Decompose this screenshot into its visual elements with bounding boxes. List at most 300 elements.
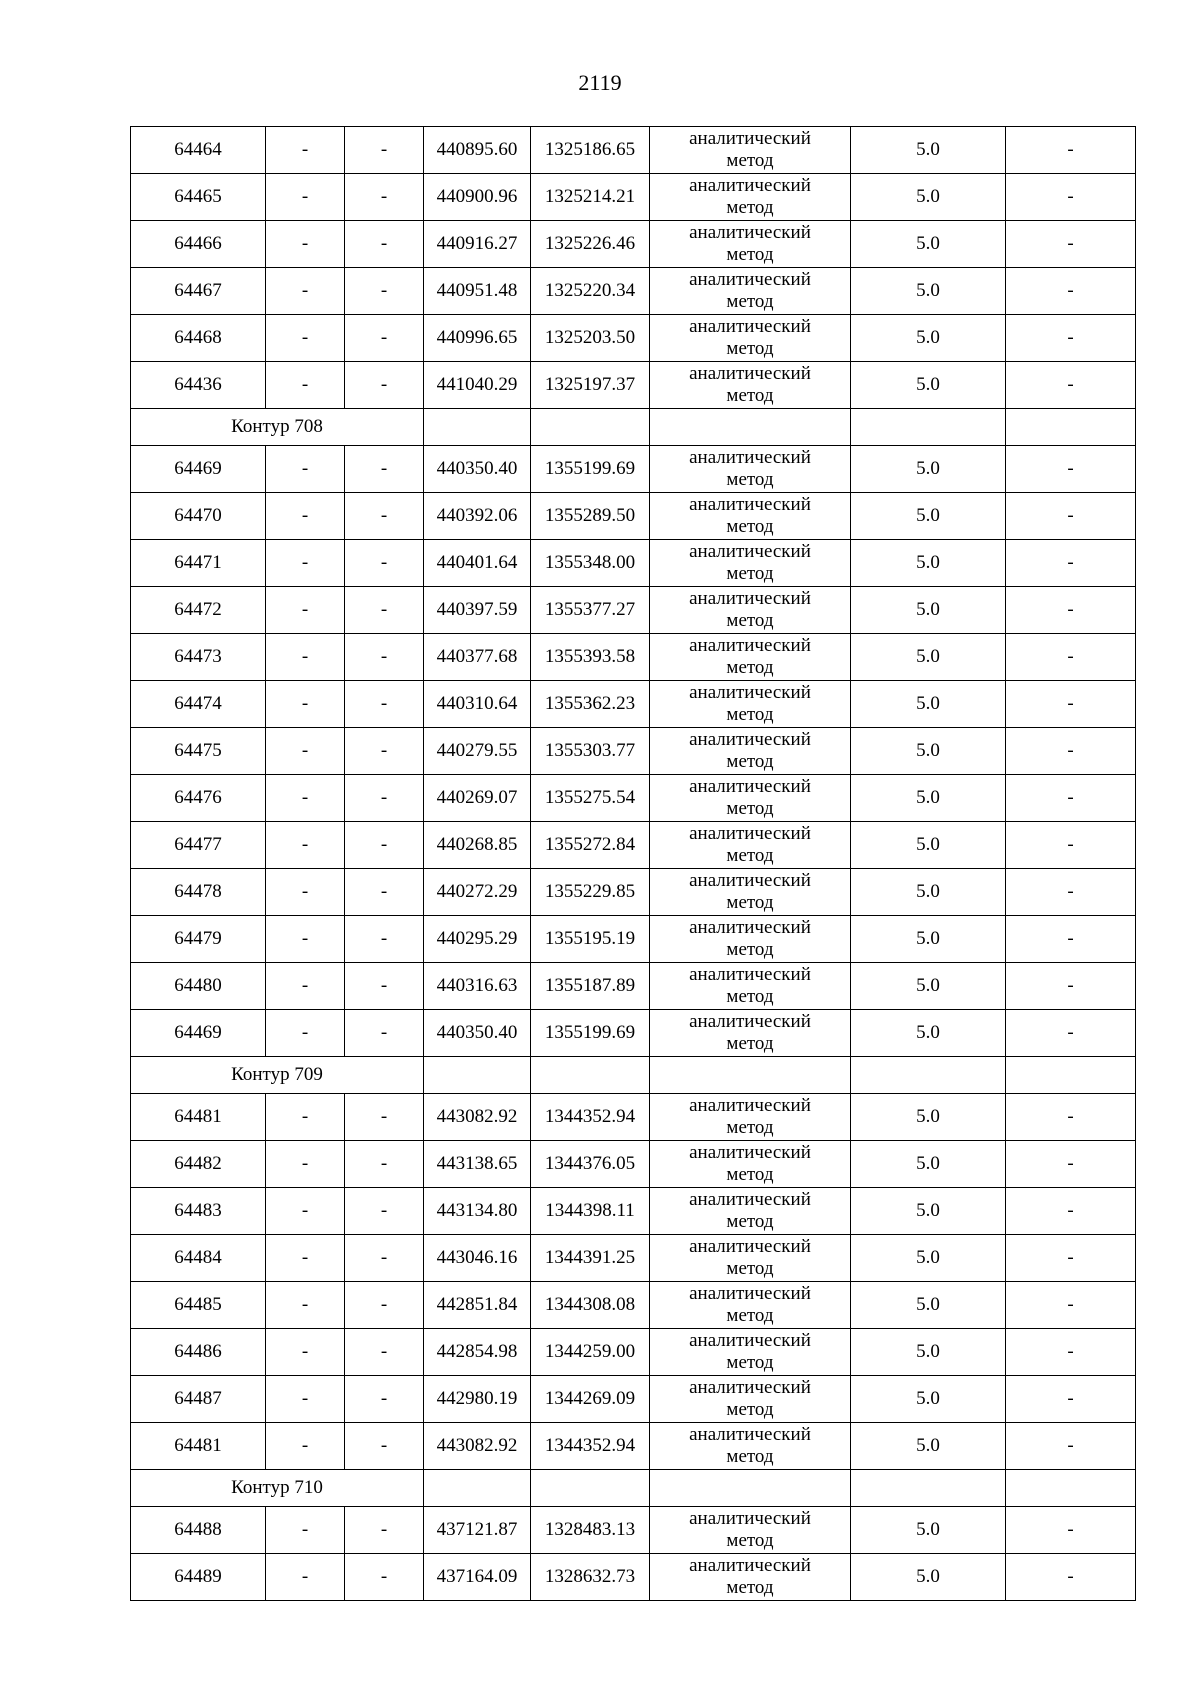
accuracy-cell: 5.0 bbox=[851, 127, 1006, 174]
empty-cell bbox=[851, 409, 1006, 446]
y-coordinate-cell: 1328632.73 bbox=[531, 1554, 650, 1601]
x-coordinate-cell: 443082.92 bbox=[424, 1423, 531, 1470]
method-line-1: аналитический bbox=[689, 1508, 811, 1529]
method-cell bbox=[650, 1507, 851, 1554]
x-coordinate-cell: 443138.65 bbox=[424, 1141, 531, 1188]
method-line-2: метод bbox=[726, 751, 774, 772]
empty-cell bbox=[650, 1057, 851, 1094]
accuracy-cell: 5.0 bbox=[851, 1329, 1006, 1376]
method-line-1: аналитический bbox=[689, 1142, 811, 1163]
y-coordinate-cell: 1325220.34 bbox=[531, 268, 650, 315]
accuracy-cell: 5.0 bbox=[851, 362, 1006, 409]
dash-cell: - bbox=[345, 540, 424, 587]
dash-cell: - bbox=[1006, 1094, 1136, 1141]
method-line-1: аналитический bbox=[689, 823, 811, 844]
dash-cell: - bbox=[266, 362, 345, 409]
contour-header-row bbox=[131, 409, 1136, 446]
dash-cell: - bbox=[266, 1094, 345, 1141]
table-row bbox=[131, 1507, 1136, 1554]
method-line-1: аналитический bbox=[689, 1424, 811, 1445]
dash-cell: - bbox=[345, 916, 424, 963]
dash-cell: - bbox=[266, 1235, 345, 1282]
method-cell bbox=[650, 493, 851, 540]
y-coordinate-cell: 1344259.00 bbox=[531, 1329, 650, 1376]
dash-cell: - bbox=[266, 1188, 345, 1235]
dash-cell: - bbox=[266, 446, 345, 493]
empty-cell bbox=[851, 1057, 1006, 1094]
accuracy-cell: 5.0 bbox=[851, 174, 1006, 221]
point-number-cell: 64486 bbox=[131, 1329, 266, 1376]
table-row bbox=[131, 493, 1136, 540]
dash-cell: - bbox=[345, 174, 424, 221]
dash-cell: - bbox=[345, 493, 424, 540]
dash-cell: - bbox=[345, 681, 424, 728]
dash-cell: - bbox=[266, 174, 345, 221]
method-cell bbox=[650, 221, 851, 268]
dash-cell: - bbox=[1006, 1235, 1136, 1282]
method-line-1: аналитический bbox=[689, 447, 811, 468]
table-row bbox=[131, 728, 1136, 775]
point-number-cell: 64477 bbox=[131, 822, 266, 869]
point-number-cell: 64466 bbox=[131, 221, 266, 268]
y-coordinate-cell: 1325203.50 bbox=[531, 315, 650, 362]
point-number-cell: 64480 bbox=[131, 963, 266, 1010]
method-line-1: аналитический bbox=[689, 269, 811, 290]
method-cell bbox=[650, 1376, 851, 1423]
method-line-2: метод bbox=[726, 1117, 774, 1138]
dash-cell: - bbox=[1006, 268, 1136, 315]
dash-cell: - bbox=[1006, 315, 1136, 362]
dash-cell: - bbox=[266, 1423, 345, 1470]
dash-cell: - bbox=[345, 1554, 424, 1601]
point-number-cell: 64471 bbox=[131, 540, 266, 587]
method-cell bbox=[650, 174, 851, 221]
x-coordinate-cell: 442854.98 bbox=[424, 1329, 531, 1376]
table-row bbox=[131, 540, 1136, 587]
dash-cell: - bbox=[266, 1010, 345, 1057]
method-line-2: метод bbox=[726, 1530, 774, 1551]
dash-cell: - bbox=[1006, 1507, 1136, 1554]
y-coordinate-cell: 1355303.77 bbox=[531, 728, 650, 775]
dash-cell: - bbox=[1006, 1376, 1136, 1423]
accuracy-cell: 5.0 bbox=[851, 1235, 1006, 1282]
dash-cell: - bbox=[1006, 1141, 1136, 1188]
method-cell bbox=[650, 1010, 851, 1057]
page-number: 2119 bbox=[578, 70, 622, 95]
x-coordinate-cell: 443046.16 bbox=[424, 1235, 531, 1282]
accuracy-cell: 5.0 bbox=[851, 1094, 1006, 1141]
dash-cell: - bbox=[345, 822, 424, 869]
dash-cell: - bbox=[345, 1141, 424, 1188]
empty-cell bbox=[650, 1470, 851, 1507]
method-cell bbox=[650, 916, 851, 963]
dash-cell: - bbox=[1006, 869, 1136, 916]
method-line-2: метод bbox=[726, 1577, 774, 1598]
table-row bbox=[131, 822, 1136, 869]
dash-cell: - bbox=[266, 916, 345, 963]
method-cell bbox=[650, 446, 851, 493]
dash-cell: - bbox=[345, 1188, 424, 1235]
method-line-1: аналитический bbox=[689, 1236, 811, 1257]
method-line-1: аналитический bbox=[689, 222, 811, 243]
method-line-2: метод bbox=[726, 1033, 774, 1054]
dash-cell: - bbox=[345, 1376, 424, 1423]
dash-cell: - bbox=[266, 634, 345, 681]
method-line-2: метод bbox=[726, 1446, 774, 1467]
dash-cell: - bbox=[266, 681, 345, 728]
dash-cell: - bbox=[266, 315, 345, 362]
dash-cell: - bbox=[266, 963, 345, 1010]
y-coordinate-cell: 1355377.27 bbox=[531, 587, 650, 634]
y-coordinate-cell: 1355289.50 bbox=[531, 493, 650, 540]
accuracy-cell: 5.0 bbox=[851, 315, 1006, 362]
contour-label: Контур 710 bbox=[131, 1470, 424, 1507]
method-line-2: метод bbox=[726, 610, 774, 631]
method-line-1: аналитический bbox=[689, 363, 811, 384]
dash-cell: - bbox=[345, 728, 424, 775]
point-number-cell: 64481 bbox=[131, 1423, 266, 1470]
method-cell bbox=[650, 1094, 851, 1141]
table-row bbox=[131, 315, 1136, 362]
dash-cell: - bbox=[1006, 587, 1136, 634]
dash-cell: - bbox=[345, 587, 424, 634]
dash-cell: - bbox=[1006, 221, 1136, 268]
x-coordinate-cell: 440951.48 bbox=[424, 268, 531, 315]
point-number-cell: 64483 bbox=[131, 1188, 266, 1235]
accuracy-cell: 5.0 bbox=[851, 221, 1006, 268]
dash-cell: - bbox=[266, 268, 345, 315]
y-coordinate-cell: 1344398.11 bbox=[531, 1188, 650, 1235]
table-row bbox=[131, 916, 1136, 963]
empty-cell bbox=[531, 409, 650, 446]
point-number-cell: 64485 bbox=[131, 1282, 266, 1329]
method-line-1: аналитический bbox=[689, 964, 811, 985]
table-row bbox=[131, 1188, 1136, 1235]
x-coordinate-cell: 440310.64 bbox=[424, 681, 531, 728]
method-line-2: метод bbox=[726, 338, 774, 359]
x-coordinate-cell: 440895.60 bbox=[424, 127, 531, 174]
point-number-cell: 64476 bbox=[131, 775, 266, 822]
point-number-cell: 64469 bbox=[131, 1010, 266, 1057]
y-coordinate-cell: 1325226.46 bbox=[531, 221, 650, 268]
method-line-1: аналитический bbox=[689, 682, 811, 703]
method-line-1: аналитический bbox=[689, 316, 811, 337]
dash-cell: - bbox=[345, 315, 424, 362]
dash-cell: - bbox=[345, 634, 424, 681]
method-line-1: аналитический bbox=[689, 1283, 811, 1304]
accuracy-cell: 5.0 bbox=[851, 728, 1006, 775]
table-row bbox=[131, 1554, 1136, 1601]
x-coordinate-cell: 440279.55 bbox=[424, 728, 531, 775]
y-coordinate-cell: 1355272.84 bbox=[531, 822, 650, 869]
x-coordinate-cell: 440916.27 bbox=[424, 221, 531, 268]
method-line-1: аналитический bbox=[689, 1555, 811, 1576]
x-coordinate-cell: 443082.92 bbox=[424, 1094, 531, 1141]
dash-cell: - bbox=[1006, 963, 1136, 1010]
method-line-2: метод bbox=[726, 657, 774, 678]
point-number-cell: 64488 bbox=[131, 1507, 266, 1554]
method-line-2: метод bbox=[726, 892, 774, 913]
y-coordinate-cell: 1355393.58 bbox=[531, 634, 650, 681]
x-coordinate-cell: 441040.29 bbox=[424, 362, 531, 409]
x-coordinate-cell: 440996.65 bbox=[424, 315, 531, 362]
point-number-cell: 64489 bbox=[131, 1554, 266, 1601]
dash-cell: - bbox=[266, 221, 345, 268]
y-coordinate-cell: 1355199.69 bbox=[531, 1010, 650, 1057]
y-coordinate-cell: 1355195.19 bbox=[531, 916, 650, 963]
dash-cell: - bbox=[345, 127, 424, 174]
method-cell bbox=[650, 587, 851, 634]
method-line-2: метод bbox=[726, 1211, 774, 1232]
empty-cell bbox=[1006, 1470, 1136, 1507]
dash-cell: - bbox=[1006, 916, 1136, 963]
method-line-2: метод bbox=[726, 704, 774, 725]
method-cell bbox=[650, 1329, 851, 1376]
empty-cell bbox=[424, 409, 531, 446]
table-row bbox=[131, 1376, 1136, 1423]
table-row bbox=[131, 1094, 1136, 1141]
method-line-2: метод bbox=[726, 939, 774, 960]
contour-header-row bbox=[131, 1057, 1136, 1094]
x-coordinate-cell: 443134.80 bbox=[424, 1188, 531, 1235]
method-line-2: метод bbox=[726, 516, 774, 537]
contour-header-row bbox=[131, 1470, 1136, 1507]
accuracy-cell: 5.0 bbox=[851, 1282, 1006, 1329]
accuracy-cell: 5.0 bbox=[851, 587, 1006, 634]
accuracy-cell: 5.0 bbox=[851, 1141, 1006, 1188]
accuracy-cell: 5.0 bbox=[851, 493, 1006, 540]
method-cell bbox=[650, 268, 851, 315]
y-coordinate-cell: 1328483.13 bbox=[531, 1507, 650, 1554]
x-coordinate-cell: 440392.06 bbox=[424, 493, 531, 540]
table-row bbox=[131, 1010, 1136, 1057]
point-number-cell: 64482 bbox=[131, 1141, 266, 1188]
method-line-2: метод bbox=[726, 986, 774, 1007]
dash-cell: - bbox=[266, 728, 345, 775]
accuracy-cell: 5.0 bbox=[851, 1010, 1006, 1057]
accuracy-cell: 5.0 bbox=[851, 869, 1006, 916]
method-line-1: аналитический bbox=[689, 1011, 811, 1032]
accuracy-cell: 5.0 bbox=[851, 540, 1006, 587]
x-coordinate-cell: 440295.29 bbox=[424, 916, 531, 963]
x-coordinate-cell: 440350.40 bbox=[424, 1010, 531, 1057]
method-line-1: аналитический bbox=[689, 494, 811, 515]
dash-cell: - bbox=[345, 1010, 424, 1057]
x-coordinate-cell: 440401.64 bbox=[424, 540, 531, 587]
method-line-1: аналитический bbox=[689, 1330, 811, 1351]
method-cell bbox=[650, 728, 851, 775]
contour-label: Контур 709 bbox=[131, 1057, 424, 1094]
table-row bbox=[131, 1235, 1136, 1282]
method-cell bbox=[650, 315, 851, 362]
method-line-2: метод bbox=[726, 563, 774, 584]
x-coordinate-cell: 437164.09 bbox=[424, 1554, 531, 1601]
dash-cell: - bbox=[266, 540, 345, 587]
dash-cell: - bbox=[1006, 634, 1136, 681]
method-cell bbox=[650, 540, 851, 587]
point-number-cell: 64481 bbox=[131, 1094, 266, 1141]
dash-cell: - bbox=[1006, 540, 1136, 587]
y-coordinate-cell: 1325197.37 bbox=[531, 362, 650, 409]
dash-cell: - bbox=[1006, 127, 1136, 174]
table-row bbox=[131, 963, 1136, 1010]
table-row bbox=[131, 127, 1136, 174]
point-number-cell: 64487 bbox=[131, 1376, 266, 1423]
method-line-1: аналитический bbox=[689, 870, 811, 891]
dash-cell: - bbox=[345, 1235, 424, 1282]
method-line-2: метод bbox=[726, 798, 774, 819]
table-row bbox=[131, 869, 1136, 916]
accuracy-cell: 5.0 bbox=[851, 775, 1006, 822]
method-cell bbox=[650, 963, 851, 1010]
coordinates-table bbox=[130, 126, 1136, 1601]
dash-cell: - bbox=[266, 1554, 345, 1601]
x-coordinate-cell: 440269.07 bbox=[424, 775, 531, 822]
method-cell bbox=[650, 1235, 851, 1282]
table-row bbox=[131, 1423, 1136, 1470]
table-row bbox=[131, 362, 1136, 409]
method-cell bbox=[650, 127, 851, 174]
contour-label: Контур 708 bbox=[131, 409, 424, 446]
accuracy-cell: 5.0 bbox=[851, 446, 1006, 493]
y-coordinate-cell: 1325214.21 bbox=[531, 174, 650, 221]
dash-cell: - bbox=[266, 1376, 345, 1423]
method-line-2: метод bbox=[726, 197, 774, 218]
point-number-cell: 64475 bbox=[131, 728, 266, 775]
point-number-cell: 64473 bbox=[131, 634, 266, 681]
x-coordinate-cell: 442980.19 bbox=[424, 1376, 531, 1423]
point-number-cell: 64478 bbox=[131, 869, 266, 916]
dash-cell: - bbox=[345, 1423, 424, 1470]
table-row bbox=[131, 268, 1136, 315]
y-coordinate-cell: 1344352.94 bbox=[531, 1094, 650, 1141]
accuracy-cell: 5.0 bbox=[851, 1507, 1006, 1554]
method-line-1: аналитический bbox=[689, 776, 811, 797]
accuracy-cell: 5.0 bbox=[851, 822, 1006, 869]
method-cell bbox=[650, 362, 851, 409]
x-coordinate-cell: 440377.68 bbox=[424, 634, 531, 681]
accuracy-cell: 5.0 bbox=[851, 1554, 1006, 1601]
table-row bbox=[131, 221, 1136, 268]
table-row bbox=[131, 681, 1136, 728]
method-line-2: метод bbox=[726, 244, 774, 265]
empty-cell bbox=[424, 1470, 531, 1507]
method-cell bbox=[650, 869, 851, 916]
method-line-1: аналитический bbox=[689, 635, 811, 656]
method-line-2: метод bbox=[726, 385, 774, 406]
point-number-cell: 64436 bbox=[131, 362, 266, 409]
dash-cell: - bbox=[1006, 174, 1136, 221]
empty-cell bbox=[531, 1470, 650, 1507]
method-line-1: аналитический bbox=[689, 1189, 811, 1210]
table-row bbox=[131, 1329, 1136, 1376]
y-coordinate-cell: 1355229.85 bbox=[531, 869, 650, 916]
method-line-1: аналитический bbox=[689, 1377, 811, 1398]
method-line-2: метод bbox=[726, 845, 774, 866]
method-line-2: метод bbox=[726, 1399, 774, 1420]
dash-cell: - bbox=[266, 1141, 345, 1188]
method-line-1: аналитический bbox=[689, 917, 811, 938]
dash-cell: - bbox=[266, 127, 345, 174]
empty-cell bbox=[1006, 409, 1136, 446]
table-row bbox=[131, 174, 1136, 221]
point-number-cell: 64470 bbox=[131, 493, 266, 540]
x-coordinate-cell: 440900.96 bbox=[424, 174, 531, 221]
dash-cell: - bbox=[266, 587, 345, 634]
dash-cell: - bbox=[345, 775, 424, 822]
dash-cell: - bbox=[1006, 446, 1136, 493]
method-cell bbox=[650, 1141, 851, 1188]
point-number-cell: 64469 bbox=[131, 446, 266, 493]
dash-cell: - bbox=[266, 869, 345, 916]
x-coordinate-cell: 437121.87 bbox=[424, 1507, 531, 1554]
table-row bbox=[131, 634, 1136, 681]
accuracy-cell: 5.0 bbox=[851, 1376, 1006, 1423]
method-cell bbox=[650, 775, 851, 822]
method-line-2: метод bbox=[726, 291, 774, 312]
dash-cell: - bbox=[266, 822, 345, 869]
table-row bbox=[131, 446, 1136, 493]
dash-cell: - bbox=[345, 869, 424, 916]
empty-cell bbox=[851, 1470, 1006, 1507]
empty-cell bbox=[531, 1057, 650, 1094]
dash-cell: - bbox=[345, 446, 424, 493]
point-number-cell: 64484 bbox=[131, 1235, 266, 1282]
point-number-cell: 64465 bbox=[131, 174, 266, 221]
y-coordinate-cell: 1355348.00 bbox=[531, 540, 650, 587]
method-cell bbox=[650, 681, 851, 728]
accuracy-cell: 5.0 bbox=[851, 1423, 1006, 1470]
table-row bbox=[131, 1141, 1136, 1188]
y-coordinate-cell: 1344376.05 bbox=[531, 1141, 650, 1188]
accuracy-cell: 5.0 bbox=[851, 634, 1006, 681]
y-coordinate-cell: 1355199.69 bbox=[531, 446, 650, 493]
point-number-cell: 64472 bbox=[131, 587, 266, 634]
method-line-1: аналитический bbox=[689, 128, 811, 149]
accuracy-cell: 5.0 bbox=[851, 1188, 1006, 1235]
accuracy-cell: 5.0 bbox=[851, 268, 1006, 315]
accuracy-cell: 5.0 bbox=[851, 916, 1006, 963]
dash-cell: - bbox=[266, 1507, 345, 1554]
y-coordinate-cell: 1344352.94 bbox=[531, 1423, 650, 1470]
method-line-2: метод bbox=[726, 1258, 774, 1279]
table-body bbox=[131, 127, 1136, 1601]
dash-cell: - bbox=[1006, 1329, 1136, 1376]
method-line-1: аналитический bbox=[689, 729, 811, 750]
accuracy-cell: 5.0 bbox=[851, 963, 1006, 1010]
point-number-cell: 64468 bbox=[131, 315, 266, 362]
method-line-2: метод bbox=[726, 1305, 774, 1326]
dash-cell: - bbox=[345, 1282, 424, 1329]
dash-cell: - bbox=[345, 1094, 424, 1141]
method-cell bbox=[650, 1554, 851, 1601]
point-number-cell: 64474 bbox=[131, 681, 266, 728]
dash-cell: - bbox=[1006, 1282, 1136, 1329]
table-row bbox=[131, 775, 1136, 822]
method-line-1: аналитический bbox=[689, 588, 811, 609]
table-row bbox=[131, 1282, 1136, 1329]
dash-cell: - bbox=[1006, 822, 1136, 869]
dash-cell: - bbox=[1006, 681, 1136, 728]
x-coordinate-cell: 440268.85 bbox=[424, 822, 531, 869]
point-number-cell: 64479 bbox=[131, 916, 266, 963]
x-coordinate-cell: 440397.59 bbox=[424, 587, 531, 634]
method-line-1: аналитический bbox=[689, 541, 811, 562]
y-coordinate-cell: 1355275.54 bbox=[531, 775, 650, 822]
method-cell bbox=[650, 634, 851, 681]
y-coordinate-cell: 1355187.89 bbox=[531, 963, 650, 1010]
dash-cell: - bbox=[1006, 493, 1136, 540]
